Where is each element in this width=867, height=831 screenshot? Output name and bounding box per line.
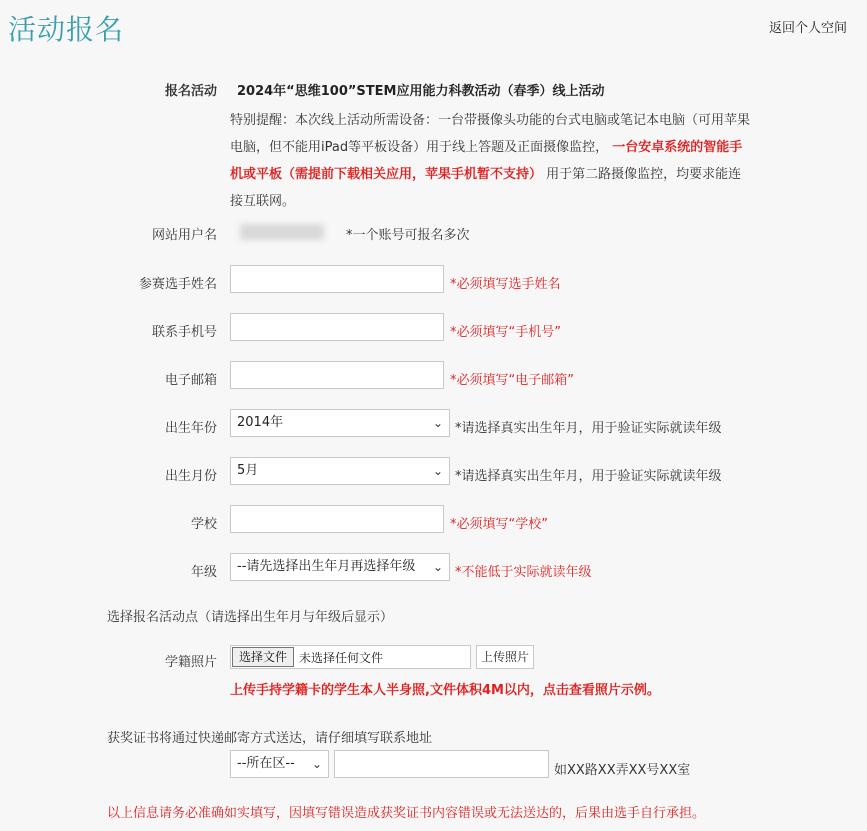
email-label: 电子邮箱 bbox=[164, 373, 217, 388]
notice-line bbox=[230, 161, 800, 188]
email-input[interactable] bbox=[230, 361, 444, 389]
phone-label: 联系手机号 bbox=[151, 325, 217, 340]
notice-line bbox=[230, 134, 800, 161]
birth-month-hint: *请选择真实出生年月，用于验证实际就读年级 bbox=[455, 469, 722, 484]
birth-month-select[interactable] bbox=[230, 457, 450, 485]
player-name-hint: *必须填写选手姓名 bbox=[450, 277, 561, 292]
birth-year-label: 出生年份 bbox=[164, 421, 217, 436]
school-hint: *必须填写“学校” bbox=[450, 517, 548, 532]
activity-name: 2024年“思维100”STEM应用能力科教活动（春季）线上活动 bbox=[237, 84, 605, 99]
player-name-label: 参赛选手姓名 bbox=[138, 277, 217, 292]
chevron-down-icon: ⌄ bbox=[432, 416, 443, 430]
district-value: --所在区-- bbox=[237, 756, 295, 771]
back-to-profile-link[interactable]: 返回个人空间 bbox=[769, 21, 848, 36]
upload-photo-button[interactable]: 上传照片 bbox=[476, 645, 534, 669]
notice-warning: 一台安卓系统的智能手 bbox=[612, 140, 743, 155]
address-detail-input[interactable] bbox=[334, 750, 549, 778]
activity-notice bbox=[230, 107, 800, 215]
player-name-input[interactable] bbox=[230, 265, 444, 293]
birth-year-hint: *请选择真实出生年月，用于验证实际就读年级 bbox=[455, 421, 722, 436]
chevron-down-icon: ⌄ bbox=[433, 554, 443, 580]
grade-label: 年级 bbox=[190, 565, 217, 580]
grade-value: --请先选择出生年月再选择年级 bbox=[237, 559, 416, 574]
footer-warning: 以上信息请务必准确如实填写，因填写错误造成获奖证书内容错误或无法送达的，后果由选手自行承担。 bbox=[107, 806, 706, 821]
photo-example-link[interactable]: 上传手持学籍卡的学生本人半身照,文件体积4M以内，点击查看照片示例。 bbox=[230, 683, 660, 698]
birth-month-label: 出生月份 bbox=[164, 469, 217, 484]
birth-month-value: 5月 bbox=[237, 463, 259, 478]
chevron-down-icon: ⌄ bbox=[311, 757, 322, 771]
notice-line: 接互联网。 bbox=[230, 194, 296, 209]
file-status: 未选择任何文件 bbox=[299, 651, 384, 665]
email-hint: *必须填写“电子邮箱” bbox=[450, 373, 574, 388]
birth-year-value: 2014年 bbox=[237, 415, 284, 430]
phone-hint: *必须填写“手机号” bbox=[450, 325, 561, 340]
notice-line: 特别提醒：本次线上活动所需设备：一台带摄像头功能的台式电脑或笔记本电脑（可用苹果 bbox=[230, 113, 751, 128]
district-select[interactable] bbox=[230, 750, 329, 778]
chevron-down-icon: ⌄ bbox=[432, 464, 443, 478]
grade-select[interactable] bbox=[230, 553, 450, 581]
notice-text: 用于第二路摄像监控，均要求能连 bbox=[546, 167, 742, 182]
school-input[interactable] bbox=[230, 505, 444, 533]
venue-section-label: 选择报名活动点（请选择出生年月与年级后显示） bbox=[107, 610, 394, 625]
notice-warning: 机或平板（需提前下载相关应用，苹果手机暂不支持） bbox=[230, 167, 543, 182]
grade-hint: *不能低于实际就读年级 bbox=[455, 565, 592, 580]
birth-year-select[interactable] bbox=[230, 409, 450, 437]
username-note: *一个账号可报名多次 bbox=[346, 228, 470, 243]
activity-label: 报名活动 bbox=[164, 84, 217, 99]
page-title: 活动报名 bbox=[8, 13, 125, 46]
phone-input[interactable] bbox=[230, 313, 444, 341]
address-intro: 获奖证书将通过快递邮寄方式送达，请仔细填写联系地址 bbox=[107, 731, 433, 746]
username-label: 网站用户名 bbox=[151, 228, 217, 243]
student-photo-label: 学籍照片 bbox=[164, 655, 217, 670]
file-input[interactable] bbox=[230, 645, 471, 669]
username-value-redacted bbox=[240, 224, 324, 240]
address-example: 如XX路XX弄XX号XX室 bbox=[554, 763, 691, 778]
notice-text: 电脑，但不能用iPad等平板设备）用于线上答题及正面摄像监控， bbox=[230, 140, 609, 155]
choose-file-button[interactable]: 选择文件 bbox=[232, 647, 294, 667]
school-label: 学校 bbox=[190, 517, 217, 532]
